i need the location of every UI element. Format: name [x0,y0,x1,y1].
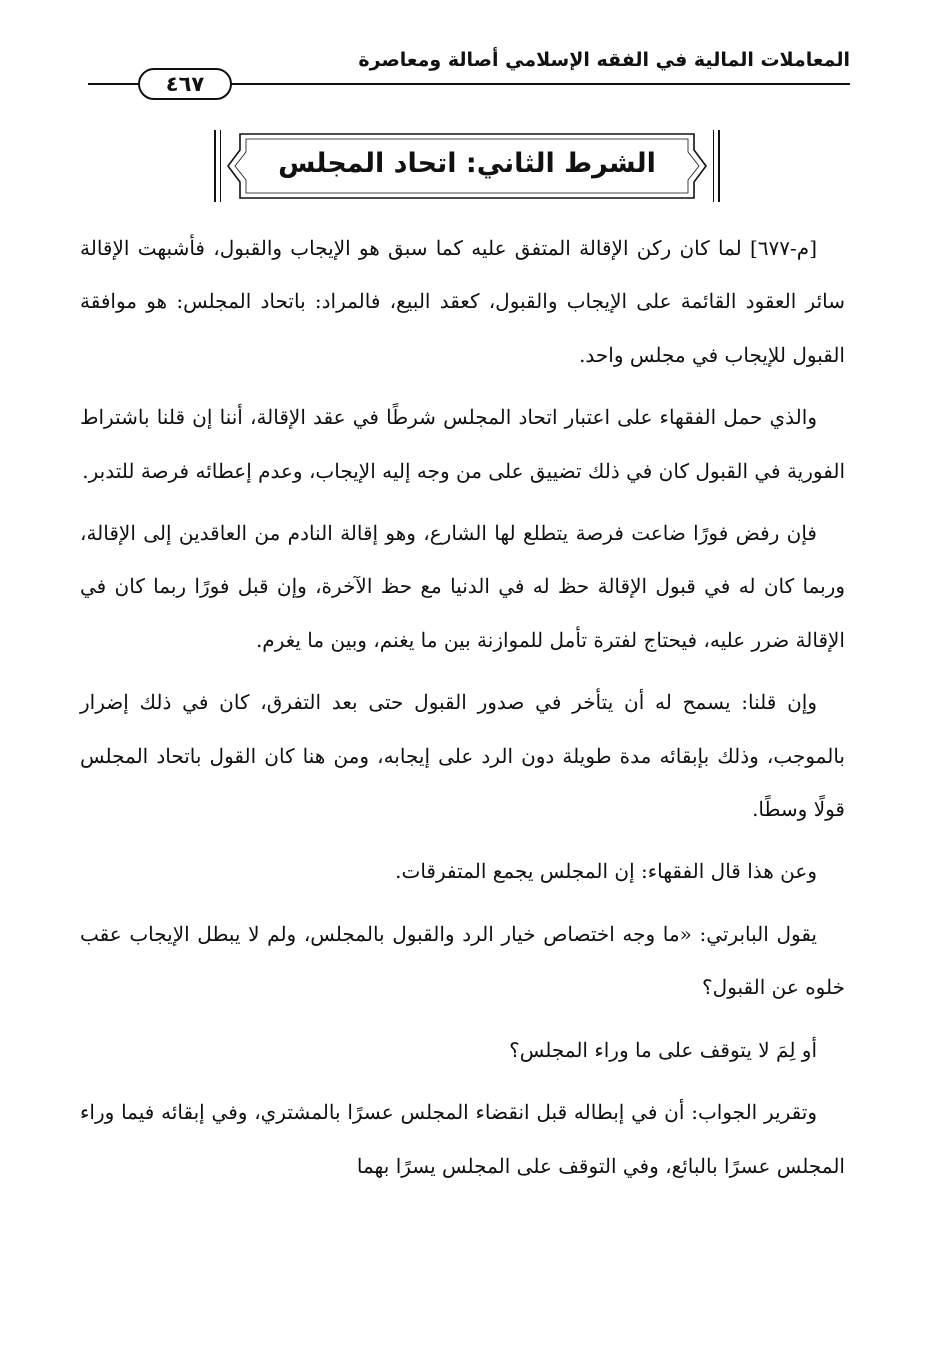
running-header-title: المعاملات المالية في الفقه الإسلامي أصالة ومعاصرة [358,49,850,71]
body-text [80,222,845,1193]
paragraph-1: [م-٦٧٧] لما كان ركن الإقالة المتفق عليه كما سبق هو الإيجاب والقبول، فأشبهت الإقالة سائر العقود القائمة على الإيجاب والقبول، كعقد البيع، فالمراد: باتحاد المجلس: هو موافقة القبول للإيجاب في مجلس واحد. [80,236,845,367]
section-heading: الشرط الثاني: اتحاد المجلس [278,148,656,179]
paragraph-3: فإن رفض فورًا ضاعت فرصة يتطلع لها الشارع، وهو إقالة النادم من العاقدين إلى الإقالة، وربما كان له في قبول الإقالة حظ له في الدنيا مع حظ الآخرة، وإن قبل فورًا ربما كان في الإقالة ضرر عليه، فيحتاج لفترة تأمل للموازنة بين ما يغنم، وبين ما يغرم. [80,521,845,652]
section-heading-frame [214,130,720,202]
paragraph-7: أو لِمَ لا يتوقف على ما وراء المجلس؟ [509,1037,817,1062]
paragraph-5: وعن هذا قال الفقهاء: إن المجلس يجمع المتفرقات. [395,859,817,884]
paragraph-8: وتقرير الجواب: أن في إبطاله قبل انقضاء المجلس عسرًا بالمشتري، وفي إبقائه فيما وراء المجلس عسرًا بالبائع، وفي التوقف على المجلس يسرًا بهما [80,1100,845,1178]
paragraph-4: وإن قلنا: يسمح له أن يتأخر في صدور القبول حتى بعد التفرق، كان في ذلك إضرار بالموجب، وذلك بإبقائه مدة طويلة دون الرد على إيجابه، ومن هنا كان القول باتحاد المجلس قولًا وسطًا. [80,690,845,822]
paragraph-6: يقول البابرتي: «ما وجه اختصاص خيار الرد والقبول بالمجلس، ولم لا يبطل الإيجاب عقب خلوه عن القبول؟ [80,921,845,1000]
page-number-badge [138,68,232,100]
paragraph-2: والذي حمل الفقهاء على اعتبار اتحاد المجلس شرطًا في عقد الإقالة، أننا إن قلنا باشتراط الفورية في القبول كان في ذلك تضييق على من وجه إليه الإيجاب، وعدم إعطائه فرصة للتدبر. [80,405,845,483]
page-number: ٤٦٧ [165,71,205,96]
